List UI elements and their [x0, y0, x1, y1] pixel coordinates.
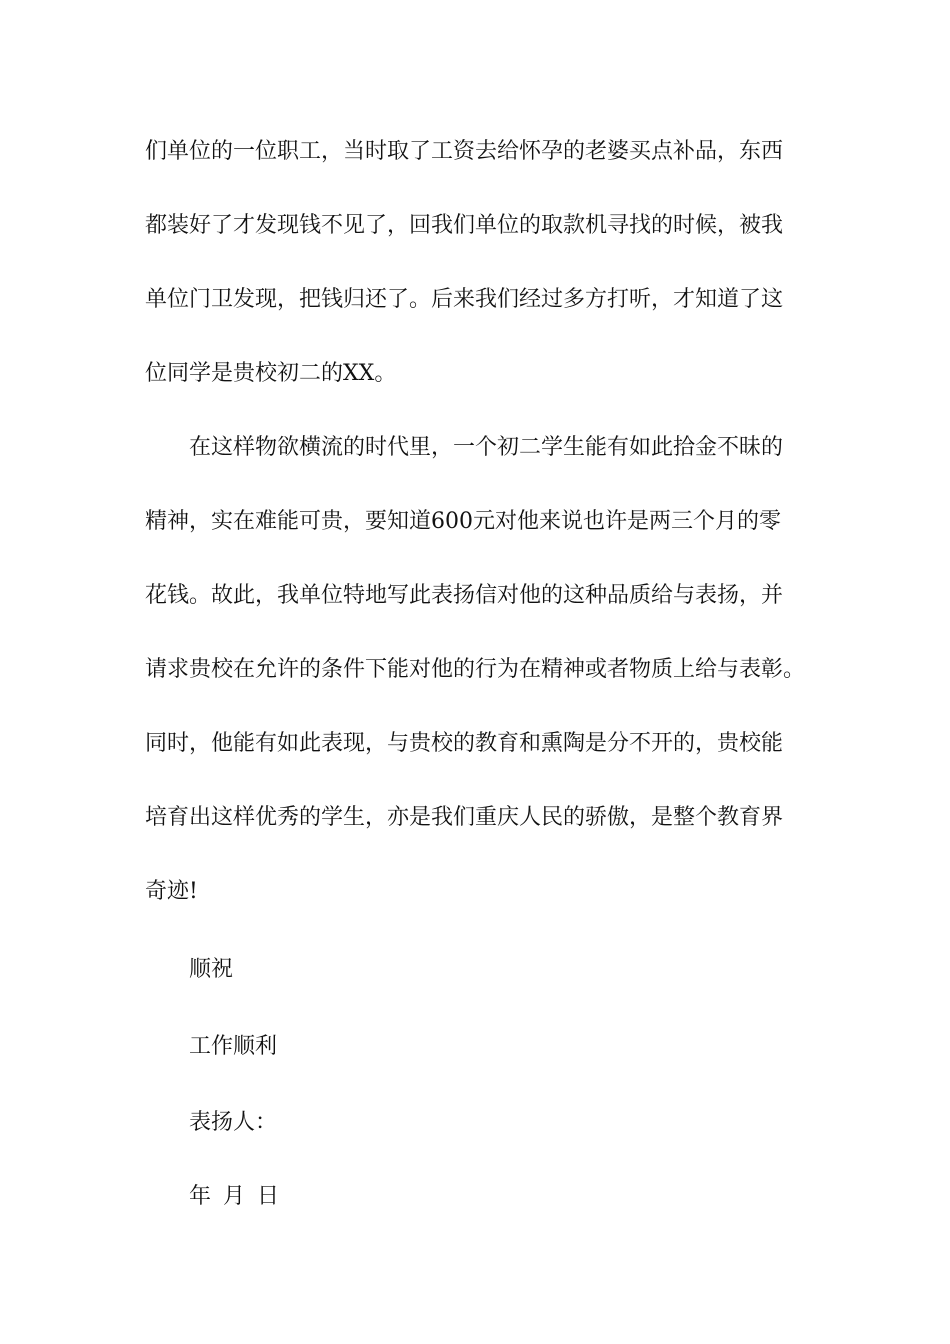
body-line: 培育出这样优秀的学生，亦是我们重庆人民的骄傲，是整个教育界	[145, 805, 784, 830]
date-month: 月	[223, 1184, 246, 1209]
date-day: 日	[257, 1184, 280, 1209]
body-line: 们单位的一位职工，当时取了工资去给怀孕的老婆买点补品，东西	[145, 139, 784, 164]
body-line: 花钱。故此，我单位特地写此表扬信对他的这种品质给与表扬，并	[145, 583, 784, 608]
body-line: 请求贵校在允许的条件下能对他的行为在精神或者物质上给与表彰。	[145, 657, 806, 682]
body-line: 单位门卫发现，把钱归还了。后来我们经过多方打听，才知道了这	[145, 287, 784, 312]
date-year: 年	[189, 1184, 212, 1209]
closing-wish: 工作顺利	[189, 1034, 278, 1059]
date-line	[189, 1182, 279, 1212]
body-line: 都装好了才发现钱不见了，回我们单位的取款机寻找的时候，被我	[145, 213, 784, 238]
body-line: 奇迹!	[145, 879, 198, 904]
body-line: 精神，实在难能可贵，要知道600元对他来说也许是两三个月的零	[145, 509, 781, 534]
body-line: 同时，他能有如此表现，与贵校的教育和熏陶是分不开的，贵校能	[145, 731, 784, 756]
closing-salutation: 顺祝	[189, 957, 234, 982]
signer-label: 表扬人：	[189, 1110, 278, 1135]
body-line: 位同学是贵校初二的XX。	[145, 361, 397, 386]
body-line: 在这样物欲横流的时代里，一个初二学生能有如此拾金不昧的	[189, 435, 784, 460]
